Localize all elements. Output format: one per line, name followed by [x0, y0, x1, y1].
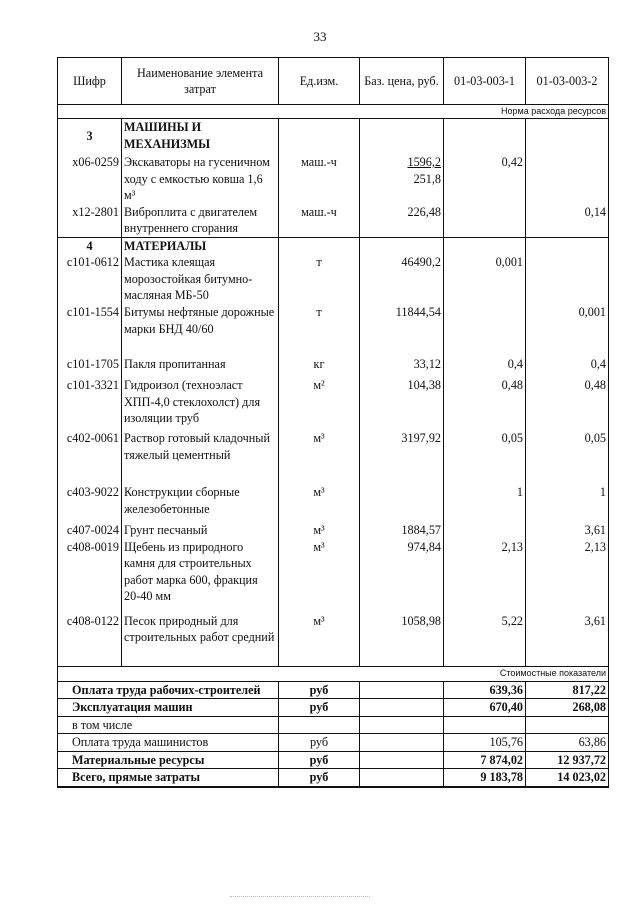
row-name: Грунт песчаный — [122, 522, 279, 539]
total-unit: руб — [279, 734, 360, 752]
row-price-main: 1596,2 — [407, 155, 441, 169]
total-unit: руб — [279, 699, 360, 717]
row-name: Конструкции сборные железобетонные — [122, 484, 279, 522]
resource-table — [57, 57, 609, 788]
header-name: Наименование элемента затрат — [122, 58, 279, 105]
scan-artifact-dots — [230, 893, 370, 897]
header-col2: 01-03-003-2 — [526, 58, 609, 105]
row-code: с403-9022 — [58, 484, 122, 522]
row-code: с101-1554 — [58, 304, 122, 356]
total-value-1: 7 874,02 — [444, 751, 526, 769]
table-row — [58, 154, 609, 204]
row-value-2 — [526, 254, 609, 304]
row-code: х12-2801 — [58, 204, 122, 238]
table-row — [58, 613, 609, 667]
table-row — [58, 484, 609, 522]
total-unit: руб — [279, 681, 360, 699]
total-label: Материальные ресурсы — [58, 751, 279, 769]
table-row — [58, 204, 609, 238]
row-value-2 — [526, 154, 609, 204]
row-unit: маш.-ч — [279, 204, 360, 238]
table-header-row — [58, 58, 609, 105]
row-name: Гидроизол (техноэласт ХПП-4,0 стеклохолст) для изоляции труб — [122, 377, 279, 430]
row-name: Битумы нефтяные дорожные марки БНД 40/60 — [122, 304, 279, 356]
totals-row — [58, 751, 609, 769]
cost-label: Стоимостные показатели — [58, 666, 609, 681]
norm-label: Норма расхода ресурсов — [58, 105, 609, 119]
row-name: Раствор готовый кладочный тяжелый цементный — [122, 430, 279, 484]
row-price: 104,38 — [360, 377, 444, 430]
table-row — [58, 356, 609, 377]
header-unit: Ед.изм. — [279, 58, 360, 105]
row-value-2: 2,13 — [526, 539, 609, 613]
section-number: 4 — [58, 237, 122, 254]
totals-row — [58, 734, 609, 752]
row-unit: т — [279, 254, 360, 304]
total-label: в том числе — [58, 716, 279, 734]
row-unit: маш.-ч — [279, 154, 360, 204]
row-value-1: 2,13 — [444, 539, 526, 613]
row-price: 33,12 — [360, 356, 444, 377]
row-price: 1058,98 — [360, 613, 444, 667]
totals-row — [58, 681, 609, 699]
section-header — [58, 237, 609, 254]
row-name: Пакля пропитанная — [122, 356, 279, 377]
table-row — [58, 430, 609, 484]
row-code: с402-0061 — [58, 430, 122, 484]
row-value-1: 5,22 — [444, 613, 526, 667]
row-value-2: 3,61 — [526, 522, 609, 539]
row-value-2: 1 — [526, 484, 609, 522]
row-value-2: 0,14 — [526, 204, 609, 238]
table-row — [58, 254, 609, 304]
row-price: 226,48 — [360, 204, 444, 238]
row-price: 46490,2 — [360, 254, 444, 304]
total-value-1: 105,76 — [444, 734, 526, 752]
total-value-1: 639,36 — [444, 681, 526, 699]
row-price — [360, 154, 444, 204]
section-header — [58, 119, 609, 155]
total-label: Всего, прямые затраты — [58, 769, 279, 787]
row-unit: м² — [279, 377, 360, 430]
row-code: с101-3321 — [58, 377, 122, 430]
row-unit: т — [279, 304, 360, 356]
row-unit: м³ — [279, 539, 360, 613]
row-code: х06-0259 — [58, 154, 122, 204]
total-label: Эксплуатация машин — [58, 699, 279, 717]
section-title: МАШИНЫ И МЕХАНИЗМЫ — [122, 119, 279, 155]
row-value-1: 1 — [444, 484, 526, 522]
row-value-1 — [444, 304, 526, 356]
table-row — [58, 522, 609, 539]
row-name: Виброплита с двигателем внутреннего сгорания — [122, 204, 279, 238]
total-value-2: 63,86 — [526, 734, 609, 752]
row-code: с408-0122 — [58, 613, 122, 667]
row-value-2: 0,4 — [526, 356, 609, 377]
totals-row — [58, 716, 609, 734]
row-code: с408-0019 — [58, 539, 122, 613]
row-value-1 — [444, 204, 526, 238]
row-code: с101-1705 — [58, 356, 122, 377]
section-number: 3 — [58, 119, 122, 155]
row-name: Экскаваторы на гусеничном ходу с емкостью ковша 1,6 м³ — [122, 154, 279, 204]
totals-row — [58, 769, 609, 787]
total-value-2: 12 937,72 — [526, 751, 609, 769]
row-value-1: 0,48 — [444, 377, 526, 430]
header-code: Шифр — [58, 58, 122, 105]
header-col1: 01-03-003-1 — [444, 58, 526, 105]
total-unit: руб — [279, 751, 360, 769]
row-unit: кг — [279, 356, 360, 377]
row-code: с407-0024 — [58, 522, 122, 539]
row-price — [360, 484, 444, 522]
row-unit: м³ — [279, 430, 360, 484]
page-number: 33 — [313, 29, 327, 44]
row-unit: м³ — [279, 522, 360, 539]
table-row — [58, 539, 609, 613]
totals-row — [58, 699, 609, 717]
row-price: 3197,92 — [360, 430, 444, 484]
total-value-2: 817,22 — [526, 681, 609, 699]
total-unit: руб — [279, 769, 360, 787]
row-value-1: 0,42 — [444, 154, 526, 204]
row-value-1: 0,001 — [444, 254, 526, 304]
row-value-2: 3,61 — [526, 613, 609, 667]
total-value-1: 9 183,78 — [444, 769, 526, 787]
row-unit: м³ — [279, 484, 360, 522]
row-code: с101-0612 — [58, 254, 122, 304]
row-value-2: 0,001 — [526, 304, 609, 356]
row-price-second: 251,8 — [413, 171, 441, 186]
total-label: Оплата труда машинистов — [58, 734, 279, 752]
row-value-2: 0,48 — [526, 377, 609, 430]
header-price: Баз. цена, руб. — [360, 58, 444, 105]
table-row — [58, 304, 609, 356]
total-label: Оплата труда рабочих-строителей — [58, 681, 279, 699]
row-name: Щебень из природного камня для строительных работ марка 600, фракция 20-40 мм — [122, 539, 279, 613]
row-price: 11844,54 — [360, 304, 444, 356]
row-unit: м³ — [279, 613, 360, 667]
row-value-1: 0,05 — [444, 430, 526, 484]
row-price: 1884,57 — [360, 522, 444, 539]
row-value-1 — [444, 522, 526, 539]
row-value-1: 0,4 — [444, 356, 526, 377]
row-name: Мастика клеящая морозостойкая битумно-масляная МБ-50 — [122, 254, 279, 304]
row-price: 974,84 — [360, 539, 444, 613]
row-name: Песок природный для строительных работ средний — [122, 613, 279, 667]
total-value-2: 14 023,02 — [526, 769, 609, 787]
total-value-2: 268,08 — [526, 699, 609, 717]
section-title: МАТЕРИАЛЫ — [122, 237, 279, 254]
total-value-1: 670,40 — [444, 699, 526, 717]
table-row — [58, 377, 609, 430]
row-value-2: 0,05 — [526, 430, 609, 484]
